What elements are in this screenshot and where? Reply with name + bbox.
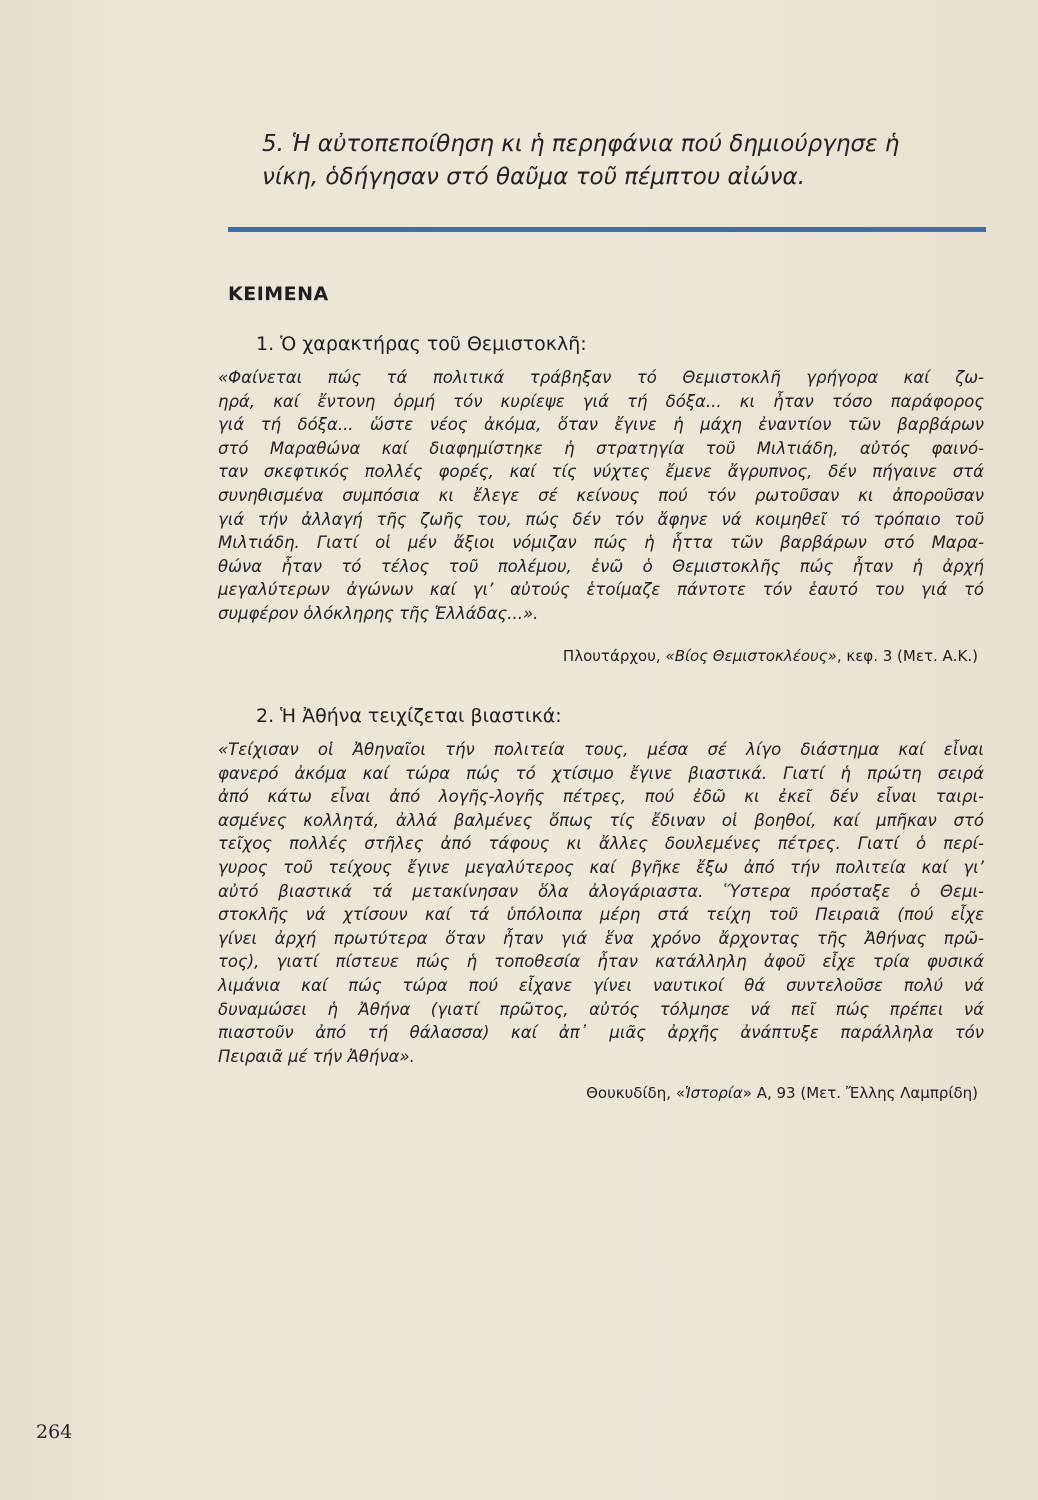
excerpt-line: ταν σκεφτικός πολλές φορές, καί τίς νύχτες ἔμενε ἄγρυπνος, δέν πήγαινε στά <box>218 462 984 482</box>
text-two-source <box>586 1084 978 1102</box>
excerpt-line: γίνει ἀρχή πρωτύτερα ὅταν ἦταν γιά ἕνα χρόνο ἄρχοντας τῆς Ἀθήνας πρῶ- <box>218 928 984 948</box>
section-heading: ΚΕΙΜΕΝΑ <box>228 283 329 305</box>
source-reference: , κεφ. 3 (Μετ. Α.Κ.) <box>836 647 978 665</box>
excerpt-line: στοκλῆς νά χτίσουν καί τά ὑπόλοιπα μέρη στά τείχη τοῦ Πειραιᾶ (πού εἶχε <box>218 905 984 925</box>
source-author: Πλουτάρχου, <box>562 647 666 665</box>
excerpt-line: γιά τήν ἀλλαγή τῆς ζωῆς του, πώς δέν τόν ἄφηνε νά κοιμηθεῖ τό τρόπαιο τοῦ <box>218 509 984 529</box>
excerpt-line: τεῖχος πολλές στῆλες ἀπό τάφους κι ἄλλες δουλεμένες πέτρες. Γιατί ὁ περί- <box>218 834 984 854</box>
text-one-excerpt <box>218 366 984 626</box>
excerpt-line: «Τείχισαν οἱ Ἀθηναῖοι τήν πολιτεία τους, μέσα σέ λίγο διάστημα καί εἶναι <box>218 740 984 759</box>
point-five-paragraph <box>262 128 992 194</box>
source-work-title: Ἱστορία <box>684 1084 743 1102</box>
excerpt-line: ἀπό κάτω εἶναι ἀπό λογῆς-λογῆς πέτρες, πού ἐδῶ κι ἐκεῖ δέν εἶναι ταιρι- <box>218 787 984 807</box>
excerpt-line: στό Μαραθώνα καί διαφημίστηκε ἡ στρατηγία τοῦ Μιλτιάδη, αὐτός φαινό- <box>218 438 984 458</box>
text-one-title: 1. Ὁ χαρακτήρας τοῦ Θεμιστοκλῆ: <box>256 333 587 355</box>
excerpt-line: ασμένες κολλητά, ἀλλά βαλμένες ὅπως τίς ἔδιναν οἱ βοηθοί, καί μπῆκαν στό <box>218 810 984 830</box>
source-author: Θουκυδίδη, « <box>586 1084 685 1102</box>
section-divider <box>228 227 986 232</box>
point-five-line: νίκη, ὁδήγησαν στό θαῦμα τοῦ πέμπτου αἰώνα. <box>262 164 806 190</box>
excerpt-line: Πειραιᾶ μέ τήν Ἀθήνα». <box>218 1046 415 1066</box>
excerpt-line: συμφέρον ὁλόκληρης τῆς Ἑλλάδας...». <box>218 603 539 623</box>
excerpt-line: Μιλτιάδη. Γιατί οἱ μέν ἄξιοι νόμιζαν πώς ἡ ἧττα τῶν βαρβάρων στό Μαρα- <box>218 533 984 553</box>
excerpt-line: μεγαλύτερων ἀγώνων καί γι’ αὐτούς ἑτοίμαζε πάντοτε τόν ἑαυτό του γιά τό <box>218 580 984 600</box>
excerpt-line: συνηθισμένα συμπόσια κι ἔλεγε σέ κείνους πού τόν ρωτοῦσαν κι ἀποροῦσαν <box>218 485 984 505</box>
text-two-title: 2. Ἡ Ἀθήνα τειχίζεται βιαστικά: <box>256 705 562 727</box>
page-number: 264 <box>36 1421 73 1443</box>
excerpt-line: πιαστοῦν ἀπό τή θάλασσα) καί ἀπ᾽ μιᾶς ἀρχῆς ἀνάπτυξε παράλληλα τόν <box>218 1023 984 1043</box>
excerpt-line: φανερό ἀκόμα καί τώρα πώς τό χτίσιμο ἔγινε βιαστικά. Γιατί ἡ πρώτη σειρά <box>218 763 984 783</box>
source-reference: » Α, 93 (Μετ. Ἔλλης Λαμπρίδη) <box>742 1084 978 1102</box>
excerpt-line: γυρος τοῦ τείχους ἔγινε μεγαλύτερος καί βγῆκε ἔξω ἀπό τήν πολιτεία καί γι’ <box>218 857 984 877</box>
excerpt-line: «Φαίνεται πώς τά πολιτικά τράβηξαν τό Θεμιστοκλῆ γρήγορα καί ζω- <box>218 368 984 387</box>
excerpt-line: γιά τή δόξα... ὥστε νέος ἀκόμα, ὅταν ἔγινε ἡ μάχη ἐναντίον τῶν βαρβάρων <box>218 415 984 435</box>
source-work-title: «Βίος Θεμιστοκλέους» <box>665 647 837 665</box>
excerpt-line: τος), γιατί πίστευε πώς ἡ τοποθεσία ἦταν κατάλληλη ἀφοῦ εἶχε τρία φυσικά <box>218 952 984 972</box>
excerpt-line: θώνα ἦταν τό τέλος τοῦ πολέμου, ἐνῶ ὁ Θεμιστοκλῆς πώς ἦταν ἡ ἀρχή <box>218 556 984 576</box>
point-five-line: 5. Ἡ αὐτοπεποίθηση κι ἡ περηφάνια πού δημιούργησε ἡ <box>262 131 900 157</box>
text-one-source <box>563 647 978 665</box>
excerpt-line: ηρά, καί ἔντονη ὁρμή τόν κυρίεψε γιά τή δόξα... κι ἦταν τόσο παράφορος <box>218 391 984 411</box>
excerpt-line: δυναμώσει ἡ Ἀθήνα (γιατί πρῶτος, αὐτός τόλμησε νά πεῖ πώς πρέπει νά <box>218 999 984 1019</box>
excerpt-line: λιμάνια καί πώς τώρα πού εἶχανε γίνει ναυτικοί θά συντελοῦσε πολύ νά <box>218 975 984 995</box>
text-two-excerpt <box>218 738 984 1068</box>
excerpt-line: αὐτό βιαστικά τά μετακίνησαν ὅλα ἀλογάριαστα. Ὕστερα πρόσταξε ὁ Θεμι- <box>218 881 984 901</box>
